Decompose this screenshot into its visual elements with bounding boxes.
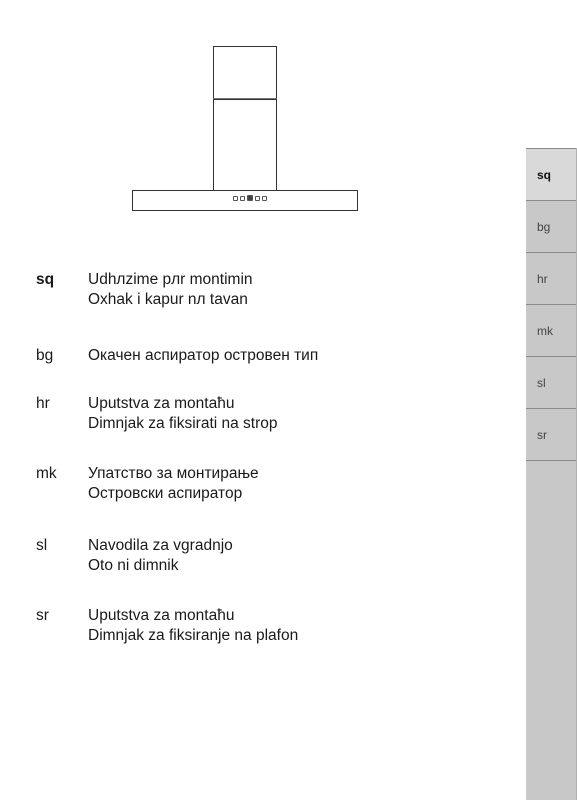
tab-divider	[526, 460, 577, 461]
title-line: Uputstva za montaћu	[88, 395, 235, 412]
subtitle-line: Oxhak i kapur nл tavan	[88, 291, 248, 308]
subtitle-line: Dimnjak za fiksiranje na plafon	[88, 627, 299, 644]
tab-sl[interactable]: sl	[526, 356, 577, 408]
tab-sr[interactable]: sr	[526, 408, 577, 460]
language-title	[88, 394, 278, 434]
language-code: mk	[36, 465, 57, 482]
language-title	[88, 464, 259, 504]
language-code: bg	[36, 347, 54, 364]
language-code: hr	[36, 395, 50, 412]
control-button-icon	[255, 196, 260, 201]
cooker-hood-illustration	[0, 0, 577, 220]
subtitle-line: Островски аспиратор	[88, 485, 243, 502]
chimney-joint-line	[213, 98, 277, 99]
title-line: Uputstva za montaћu	[88, 607, 235, 624]
chimney-lower-section	[213, 99, 277, 191]
title-line: Navodila za vgradnjo	[88, 537, 233, 554]
language-entry-hr	[36, 394, 278, 434]
control-button-icon	[262, 196, 267, 201]
tab-sq[interactable]: sq	[526, 148, 577, 200]
tab-bg[interactable]: bg	[526, 200, 577, 252]
language-code: sr	[36, 607, 49, 624]
hood-control-panel	[233, 194, 267, 202]
language-title	[88, 270, 253, 310]
language-tabs	[526, 148, 577, 800]
chimney-upper-section	[213, 46, 277, 100]
tab-hr[interactable]: hr	[526, 252, 577, 304]
control-display-icon	[247, 195, 254, 201]
subtitle-line: Dimnjak za fiksirati na strop	[88, 415, 278, 432]
language-entry-sl	[36, 536, 233, 576]
control-button-icon	[233, 196, 238, 201]
language-entry-sr	[36, 606, 298, 646]
control-button-icon	[240, 196, 245, 201]
language-entry-mk	[36, 464, 259, 504]
language-entry-sq	[36, 270, 253, 310]
subtitle-line: Oto ni dimnik	[88, 557, 179, 574]
language-code: sq	[36, 271, 55, 288]
language-title	[88, 346, 318, 366]
language-code: sl	[36, 537, 48, 554]
tab-mk[interactable]: mk	[526, 304, 577, 356]
title-line: Окачен аспиратор островен тип	[88, 347, 319, 364]
title-line: Упатство за монтирање	[88, 465, 259, 482]
language-entry-bg	[36, 346, 318, 366]
language-title	[88, 536, 233, 576]
title-line: Udhлzime pлr montimin	[88, 271, 253, 288]
language-title	[88, 606, 298, 646]
